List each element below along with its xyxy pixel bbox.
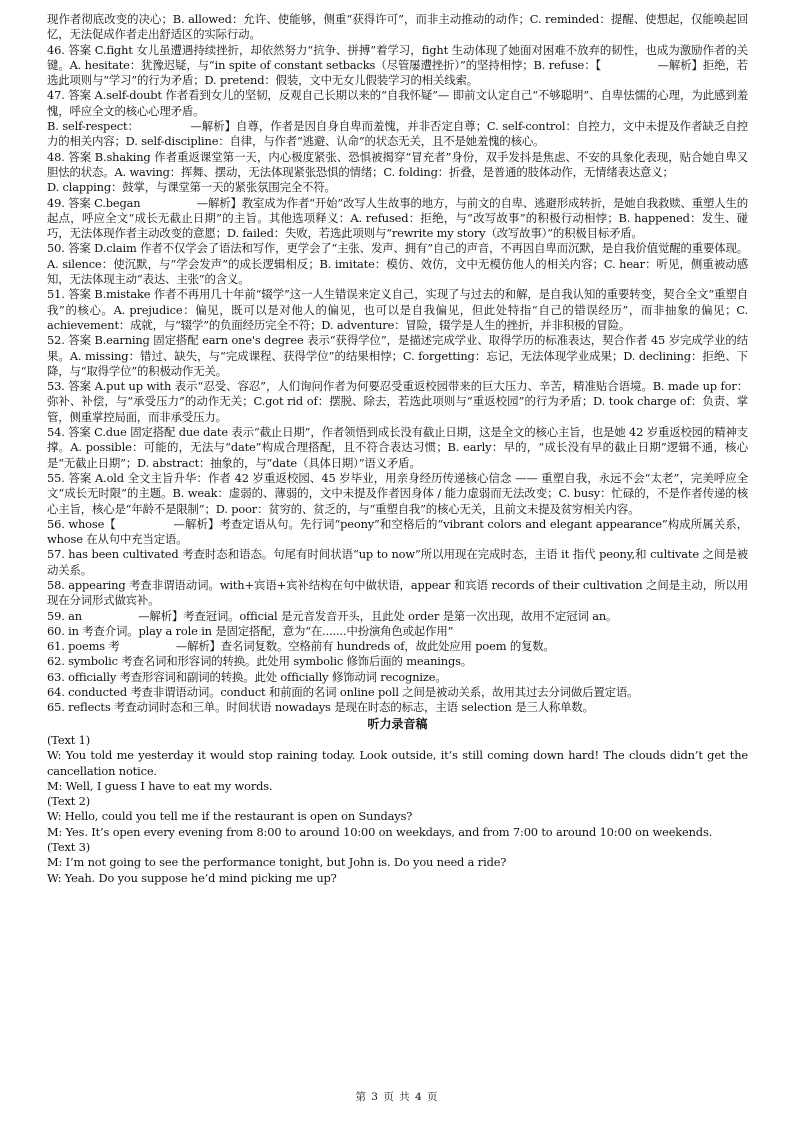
transcript-label: (Text 3) — [47, 840, 91, 855]
transcript-line: W: Yeah. Do you suppose he’d mind picking me up? — [47, 870, 337, 885]
transcript-label: (Text 2) — [47, 794, 91, 809]
transcript-title: 听力录音稿 — [367, 716, 428, 731]
answer-52: 52. 答案 B.earning 固定搭配 earn one's degree 表示“获得学位”，是描述完成学业、取得学历的标准表达，契合作者 45 岁完成学业的结果。A. missing：错过、缺失，与“完成课程、获得学位”的结果相悖；C. forgetting：忘记，无法体现学业成果；D. declining：拒绝、下降，与“取得学位”的积极动作无关。 — [47, 333, 748, 378]
answer-65: 65. reflects 考查动词时态和三单。时间状语 nowadays 是现在时态的标志，主语 selection 是三人称单数。 — [47, 700, 594, 715]
answer-64: 64. conducted 考查非谓语动词。conduct 和前面的名词 online poll 之间是被动关系，故用其过去分词做后置定语。 — [47, 685, 639, 700]
answer-57: 57. has been cultivated 考查时态和语态。句尾有时间状语“up to now”所以用现在完成时态，主语 it 指代 peony,和 cultivate 之间是被动关系。 — [47, 547, 748, 577]
page-footer: 第 3 页 共 4 页 — [355, 1091, 439, 1103]
transcript-label: (Text 1) — [47, 732, 91, 747]
answer-47-options: B. self-respect： —解析】自尊，作者是因自身自卑而羞愧，并非否定自尊；C. self-control：自控力，文中未提及作者缺乏自控力的相关内容；D. self-discipline：自律，与作者“逃避、认命”的状态无关，且不是她羞愧的核心。 — [47, 119, 748, 149]
answer-61: 61. poems 考 —解析】查名词复数。空格前有 hundreds of，故此处应用 poem 的复数。 — [47, 639, 555, 654]
transcript-line: W: Hello, could you tell me if the restaurant is open on Sundays? — [47, 809, 413, 824]
transcript-line: M: Yes. It’s open every evening from 8:00 to around 10:00 on weekdays, and from 7:00 to around 10:00 on weekends. — [47, 824, 713, 839]
answer-48: 48. 答案 B.shaking 作者重返课堂第一天，内心极度紧张、恐惧被揭穿“冒充者”身份，双手发抖是焦虑、不安的具象化表现，贴合她自卑又胆怯的状态。A. waving：挥舞、摆动，无法体现紧张恐惧的情绪；C. folding：折叠，是普通的肢体动作，无情绪表达意义； — [47, 149, 748, 179]
transcript-line: M: I’m not going to see the performance tonight, but John is. Do you need a ride? — [47, 855, 507, 870]
answer-49: 49. 答案 C.began —解析】教室成为作者“开始”改写人生故事的地方，与前文的自卑、逃避形成转折，是她自我救赎、重塑人生的起点，呼应全文“成长无截止日期”的主旨。其他选项释义：A. refused：拒绝，与“改写故事”的积极行动相悖；B. happened：发生、碰巧，无法体现作者主动改变的意愿；D. failed：失败，若选此项则与“rewrite my story（改写故事）”的积极目标矛盾。 — [47, 195, 748, 241]
answer-59: 59. an —解析】考查冠词。official 是元音发音开头，且此处 order 是第一次出现，故用不定冠词 an。 — [47, 608, 618, 623]
answer-50: 50. 答案 D.claim 作者不仅学会了语法和写作，更学会了“主张、发声、拥有”自己的声音，不再因自卑而沉默，是自我价值觉醒的重要体现。A. silence：使沉默，与“学会发声”的成长逻辑相反；B. imitate：模仿、效仿，文中无模仿他人的相关内容；C. hear：听见，侧重被动感知，无法体现主动“表达、主张”的含义。 — [47, 241, 748, 287]
answer-explanations — [47, 12, 748, 716]
answer-54: 54. 答案 C.due 固定搭配 due date 表示“截止日期”，作者领悟到成长没有截止日期，这是全文的核心主旨，也是她 42 岁重返校园的精神支撑。A. possible：可能的，无法与“date”构成合理搭配，且不符合表达习惯；B. early：早的，“成长没有早的截止日期”逻辑不通，核心是“无截止日期”；D. abstract：抽象的，与“date（具体日期）”语义矛盾。 — [47, 425, 748, 470]
answer-47: 47. 答案 A.self-doubt 作者看到女儿的坚韧，反观自己长期以来的“自我怀疑”— 即前文认定自己“不够聪明”、自卑怯懦的心理，为此感到羞愧，呼应全文的核心心理矛盾。 — [47, 88, 748, 118]
answer-60: 60. in 考查介词。play a role in 是固定搭配，意为“在.......中扮演角色或起作用” — [47, 623, 454, 638]
answer-51: 51. 答案 B.mistake 作者不再用几十年前“辍学”这一人生错误来定义自己，实现了与过去的和解，是自我认知的重要转变，契合全文“重塑自我”的核心。A. prejudice：偏见，既可以是对他人的偏见，也可以是自我偏见，但此处特指“自己的错误经历”，而非抽象的偏见；C. achievement：成就，与“辍学”的负面经历完全不符；D. adventure：冒险，辍学是人生的挫折，并非积极的冒险。 — [47, 287, 748, 332]
answer-63: 63. officially 考查形容词和副词的转换。此处 officially 修饰动词 recognize。 — [47, 669, 447, 684]
answer-53: 53. 答案 A.put up with 表示“忍受、容忍”，人们询问作者为何要忍受重返校园带来的巨大压力、辛苦，精准贴合语境。B. made up for：弥补、补偿，与“承受压力”的动作无关；C.got rid of：摆脱、除去，若选此项则与“重返校园”的行为矛盾；D. took charge of：负责、掌管，侧重掌控局面，而非承受压力。 — [47, 379, 748, 424]
answer-62: 62. symbolic 考查名词和形容词的转换。此处用 symbolic 修饰后面的 meanings。 — [47, 654, 473, 669]
transcript-line: M: Well, I guess I have to eat my words. — [47, 778, 273, 793]
answer-46: 46. 答案 C.fight 女儿虽遭遇持续挫折，却依然努力“抗争、拼搏”着学习，fight 生动体现了她面对困难不放弃的韧性，也成为激励作者的关键。A. hesitate：犹豫迟疑，与“in spite of constant setbacks（尽管屡遭挫折）”的坚持相悖；B. refuse：【 —解析】拒绝，若选此项则与“学习”的行为矛盾；D. pretend：假装，文中无女儿假装学习的相关线索。 — [47, 42, 748, 88]
transcript-line: W: You told me yesterday it would stop raining today. Look outside, it’s still coming down hard! The clouds didn’t get the cancellation notice. — [47, 748, 748, 778]
answer-48-option-d: D. clapping：鼓掌，与课堂第一天的紧张氛围完全不符。 — [47, 180, 336, 195]
answer-58: 58. appearing 考查非谓语动词。with+宾语+宾补结构在句中做状语，appear 和宾语 records of their cultivation 之间是主动，所以用现在分词形式做宾补。 — [47, 577, 748, 608]
answer-paragraph: 现作者彻底改变的决心；B. allowed：允许、使能够，侧重“获得许可”，而非主动推动的动作；C. reminded：提醒、使想起，仅能唤起回忆，无法促成作者走出舒适区的实际行动。 — [47, 12, 748, 42]
answer-56: 56. whose【 —解析】考查定语从句。先行词“peony”和空格后的“vibrant colors and elegant appearance”构成所属关系，whose 在从句中充当定语。 — [47, 516, 748, 547]
answer-55: 55. 答案 A.old 全文主旨升华：作者 42 岁重返校园、45 岁毕业，用亲身经历传递核心信念 —— 重塑自我，永远不会“太老”，完美呼应全文“成长无时限”的主题。B. weak：虚弱的、薄弱的，文中未提及作者因身体 / 能力虚弱而无法改变；C. busy：忙碌的，不是作者传递的核心主旨，核心是“年龄不是限制”；D. poor：贫穷的、贫乏的，与“重塑自我”的核心无关，且前文未提及贫穷相关内容。 — [47, 470, 748, 516]
listening-transcript — [47, 733, 748, 886]
